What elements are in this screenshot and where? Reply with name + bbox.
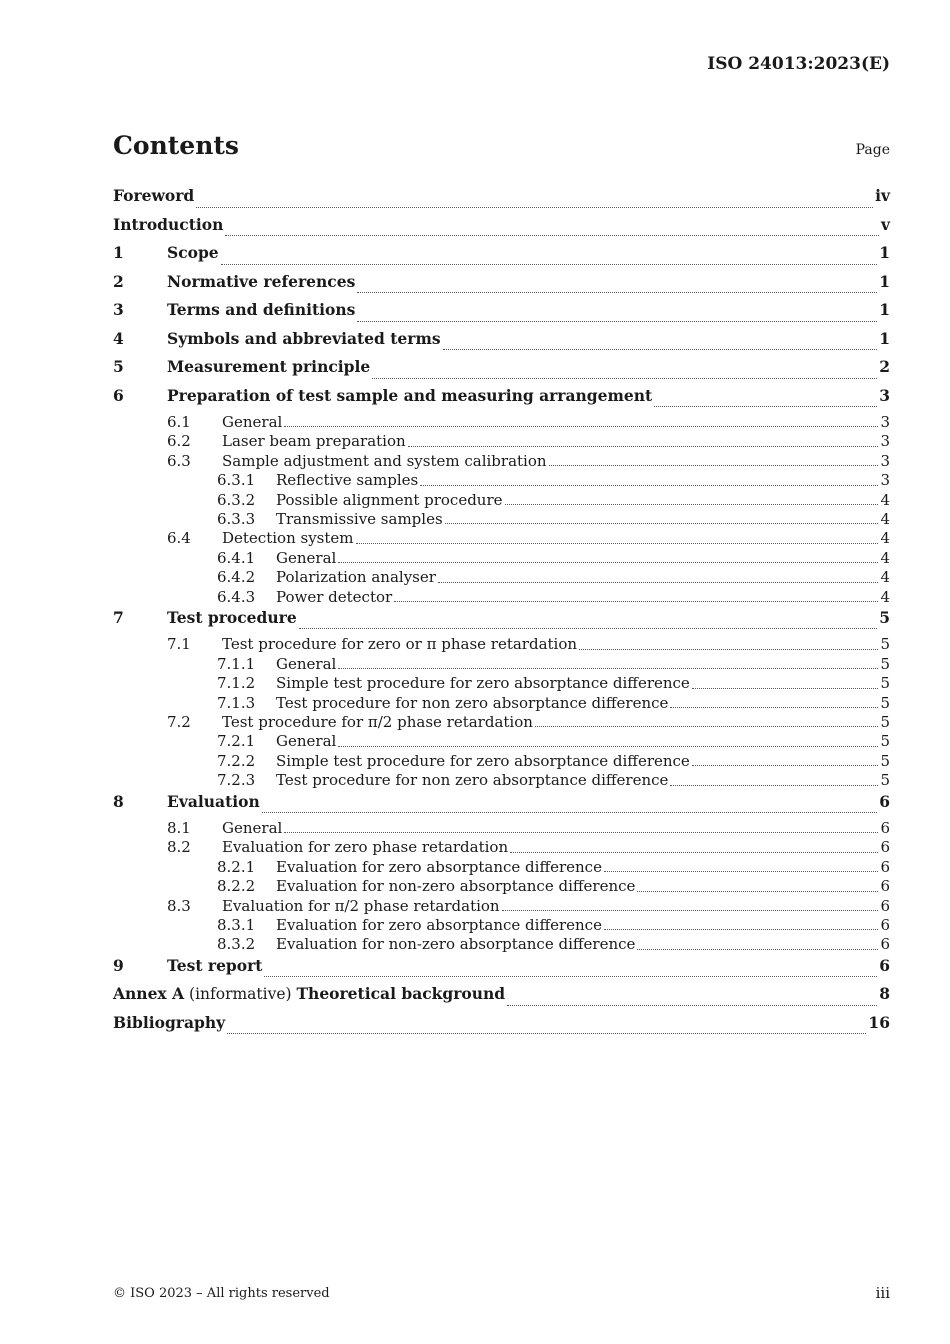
toc-entry[interactable] bbox=[113, 185, 890, 214]
toc-entry-number: 7.2.2 bbox=[217, 751, 256, 770]
toc-entry-page: 4 bbox=[880, 568, 890, 587]
toc-entry-page: 5 bbox=[879, 607, 890, 627]
contents-heading: Contents bbox=[113, 131, 240, 160]
toc-entry-page: 3 bbox=[880, 413, 890, 431]
toc-entry-page: 4 bbox=[880, 529, 890, 548]
toc-entry-title: Foreword bbox=[113, 186, 195, 205]
toc-entry[interactable] bbox=[113, 752, 890, 771]
toc-entry[interactable] bbox=[113, 771, 890, 790]
toc-entry[interactable] bbox=[113, 694, 890, 713]
toc-entry-title: General bbox=[276, 548, 337, 567]
toc-entry[interactable] bbox=[113, 529, 890, 548]
dot-leader bbox=[505, 504, 879, 505]
toc-entry-number: 4 bbox=[113, 328, 124, 348]
toc-entry-number: 6.4 bbox=[167, 529, 191, 548]
toc-entry-number: 7 bbox=[113, 607, 124, 627]
toc-entry[interactable] bbox=[113, 471, 890, 490]
toc-entry-number: 2 bbox=[113, 271, 124, 291]
toc-entry-page: 6 bbox=[880, 877, 890, 896]
toc-entry-page: iv bbox=[875, 186, 890, 205]
annex-informative: (informative) bbox=[184, 985, 297, 1004]
toc-entry-page: 4 bbox=[880, 490, 890, 509]
toc-entry[interactable] bbox=[113, 838, 890, 857]
toc-entry-number: 8.2.2 bbox=[217, 877, 256, 896]
toc-entry-page: 6 bbox=[879, 791, 890, 811]
toc-entry-title: Normative references bbox=[167, 271, 356, 291]
dot-leader bbox=[502, 910, 879, 911]
toc-entry[interactable] bbox=[113, 713, 890, 732]
toc-entry-title: Laser beam preparation bbox=[222, 432, 406, 451]
toc-entry-page: 6 bbox=[880, 857, 890, 876]
toc-entry-page: 5 bbox=[880, 732, 890, 751]
toc-entry-number: 3 bbox=[113, 300, 124, 319]
toc-entry[interactable] bbox=[113, 328, 890, 357]
toc-entry-page: 3 bbox=[880, 471, 890, 490]
dot-leader bbox=[579, 649, 878, 650]
toc-entry-number: 6.4.2 bbox=[217, 568, 256, 587]
toc-entry[interactable] bbox=[113, 385, 890, 414]
dot-leader bbox=[670, 707, 878, 708]
dot-leader bbox=[372, 378, 877, 379]
toc-entry[interactable] bbox=[113, 916, 890, 935]
dot-leader bbox=[438, 582, 879, 583]
toc-entry[interactable] bbox=[113, 242, 890, 271]
toc-entry-title: Test procedure for non zero absorptance difference bbox=[276, 771, 669, 790]
toc-entry[interactable] bbox=[113, 356, 890, 385]
toc-entry-number: 7.1.1 bbox=[217, 654, 256, 673]
toc-entry-title: Evaluation for non-zero absorptance difference bbox=[276, 877, 636, 896]
toc-entry-title: Terms and definitions bbox=[167, 300, 356, 319]
toc-entry-title: General bbox=[276, 732, 337, 751]
toc-entry-page: 1 bbox=[879, 271, 890, 291]
dot-leader bbox=[284, 832, 878, 833]
toc-entry[interactable] bbox=[113, 452, 890, 471]
toc-entry-number: 7.1 bbox=[167, 635, 191, 654]
toc-entry-page: 16 bbox=[868, 1012, 890, 1032]
dot-leader bbox=[338, 562, 878, 563]
toc-entry-title: Polarization analyser bbox=[276, 568, 436, 587]
toc-entry[interactable] bbox=[113, 214, 890, 243]
dot-leader bbox=[692, 765, 879, 766]
toc-entry-page: 1 bbox=[879, 243, 890, 262]
toc-entry-page: 3 bbox=[880, 451, 890, 470]
toc-entry-page: 3 bbox=[880, 432, 890, 451]
dot-leader bbox=[692, 688, 879, 689]
toc-entry-number: 7.2 bbox=[167, 712, 191, 731]
dot-leader bbox=[357, 321, 877, 322]
toc-entry-title: Evaluation for zero absorptance difference bbox=[276, 915, 602, 934]
dot-leader bbox=[196, 207, 873, 208]
toc-entry-page: 4 bbox=[880, 548, 890, 567]
toc-entry-page: 4 bbox=[880, 509, 890, 528]
annex-title: Theoretical background bbox=[296, 984, 506, 1004]
toc-entry[interactable] bbox=[113, 877, 890, 896]
toc-entry-title: Reflective samples bbox=[276, 471, 419, 490]
toc-entry[interactable] bbox=[113, 819, 890, 838]
toc-entry-title: Test procedure for π/2 phase retardation bbox=[222, 712, 533, 731]
toc-entry-title: Scope bbox=[167, 243, 219, 262]
toc-entry-page: 1 bbox=[879, 328, 890, 348]
toc-entry-page: 6 bbox=[880, 935, 890, 954]
toc-entry-title: General bbox=[222, 413, 283, 431]
toc-entry-title: Measurement principle bbox=[167, 357, 371, 376]
toc-entry-page: 4 bbox=[880, 587, 890, 606]
toc-entry-title: Simple test procedure for zero absorptance difference bbox=[276, 751, 690, 770]
table-of-contents bbox=[113, 185, 890, 1040]
toc-entry-number: 1 bbox=[113, 243, 124, 262]
toc-entry-number: 7.1.2 bbox=[217, 674, 256, 693]
dot-leader bbox=[264, 976, 877, 977]
toc-entry-number: 8.2.1 bbox=[217, 857, 256, 876]
toc-entry-page: v bbox=[880, 214, 890, 234]
toc-entry[interactable] bbox=[113, 491, 890, 510]
document-id: ISO 24013:2023(E) bbox=[707, 54, 890, 74]
toc-entry[interactable] bbox=[113, 655, 890, 674]
annex-label: Annex A bbox=[113, 984, 185, 1004]
toc-entry-title: Test procedure for zero or π phase retardation bbox=[222, 635, 578, 654]
toc-entry-title: Evaluation bbox=[167, 791, 260, 811]
toc-entry[interactable] bbox=[113, 568, 890, 587]
toc-entry[interactable] bbox=[113, 299, 890, 328]
toc-entry-page: 6 bbox=[880, 838, 890, 857]
toc-entry[interactable] bbox=[113, 549, 890, 568]
dot-leader bbox=[604, 871, 878, 872]
toc-entry[interactable] bbox=[113, 607, 890, 636]
toc-entry-title: Evaluation for π/2 phase retardation bbox=[222, 896, 500, 915]
toc-entry-title: Test report bbox=[167, 955, 263, 975]
toc-entry-title: Possible alignment procedure bbox=[276, 490, 503, 509]
dot-leader bbox=[549, 465, 879, 466]
dot-leader bbox=[604, 929, 878, 930]
page-column-label: Page bbox=[855, 142, 890, 158]
toc-entry-title: Test procedure bbox=[167, 607, 297, 627]
toc-entry-number: 6 bbox=[113, 385, 124, 405]
toc-entry-number: 6.3.2 bbox=[217, 490, 256, 509]
toc-entry-number: 6.4.1 bbox=[217, 548, 256, 567]
toc-entry-page: 6 bbox=[880, 819, 890, 838]
dot-leader bbox=[443, 349, 878, 350]
toc-entry[interactable] bbox=[113, 674, 890, 693]
toc-entry[interactable] bbox=[113, 955, 890, 984]
toc-entry[interactable] bbox=[113, 432, 890, 451]
dot-leader bbox=[357, 292, 877, 293]
toc-entry-number: 7.2.1 bbox=[217, 732, 256, 751]
dot-leader bbox=[356, 543, 879, 544]
toc-entry[interactable] bbox=[113, 791, 890, 820]
dot-leader bbox=[221, 264, 878, 265]
dot-leader bbox=[445, 523, 879, 524]
dot-leader bbox=[227, 1033, 866, 1034]
toc-entry-number: 6.3.1 bbox=[217, 471, 256, 490]
toc-entry-number: 8.1 bbox=[167, 819, 191, 838]
toc-entry-number: 8.3 bbox=[167, 896, 191, 915]
toc-entry-page: 5 bbox=[880, 712, 890, 731]
toc-entry-page: 6 bbox=[879, 955, 890, 975]
toc-entry-page: 5 bbox=[880, 654, 890, 673]
toc-entry-page: 6 bbox=[880, 896, 890, 915]
toc-entry[interactable] bbox=[113, 510, 890, 529]
toc-entry-title: Symbols and abbreviated terms bbox=[167, 328, 441, 348]
dot-leader bbox=[338, 746, 878, 747]
toc-entry[interactable] bbox=[113, 983, 890, 1012]
toc-entry[interactable] bbox=[113, 588, 890, 607]
dot-leader bbox=[299, 628, 878, 629]
toc-entry[interactable] bbox=[113, 271, 890, 300]
toc-entry-number: 7.2.3 bbox=[217, 771, 256, 790]
dot-leader bbox=[637, 949, 878, 950]
toc-entry-title: Simple test procedure for zero absorptance difference bbox=[276, 674, 690, 693]
toc-entry-page: 5 bbox=[880, 693, 890, 712]
toc-entry-page: 5 bbox=[880, 674, 890, 693]
toc-entry-page: 5 bbox=[880, 771, 890, 790]
dot-leader bbox=[338, 668, 878, 669]
toc-entry-title: Evaluation for zero absorptance difference bbox=[276, 857, 602, 876]
dot-leader bbox=[535, 726, 879, 727]
toc-entry-page: 5 bbox=[880, 635, 890, 654]
dot-leader bbox=[654, 406, 877, 407]
toc-entry-title: Test procedure for non zero absorptance difference bbox=[276, 693, 669, 712]
dot-leader bbox=[284, 426, 878, 427]
footer-page-number: iii bbox=[875, 1284, 890, 1302]
toc-entry-number: 6.3 bbox=[167, 451, 191, 470]
toc-entry-title: General bbox=[222, 819, 283, 838]
toc-entry-number: 6.4.3 bbox=[217, 587, 256, 606]
dot-leader bbox=[420, 485, 878, 486]
toc-entry-title: Evaluation for zero phase retardation bbox=[222, 838, 509, 857]
toc-entry-title: Detection system bbox=[222, 529, 354, 548]
toc-entry-title: Transmissive samples bbox=[276, 509, 443, 528]
toc-entry-page: 8 bbox=[879, 984, 890, 1004]
toc-entry-number: 5 bbox=[113, 357, 124, 376]
toc-entry-page: 5 bbox=[880, 751, 890, 770]
toc-entry-page: 2 bbox=[879, 357, 890, 376]
dot-leader bbox=[408, 446, 879, 447]
toc-entry-number: 8 bbox=[113, 791, 124, 811]
toc-entry-title: Introduction bbox=[113, 214, 224, 234]
toc-entry-number: 8.2 bbox=[167, 838, 191, 857]
toc-entry-number: 8.3.1 bbox=[217, 915, 256, 934]
toc-entry-title: Evaluation for non-zero absorptance difference bbox=[276, 935, 636, 954]
toc-entry-number: 8.3.2 bbox=[217, 935, 256, 954]
dot-leader bbox=[510, 852, 878, 853]
toc-entry[interactable] bbox=[113, 1012, 890, 1041]
dot-leader bbox=[507, 1005, 877, 1006]
toc-entry[interactable] bbox=[113, 897, 890, 916]
toc-entry[interactable] bbox=[113, 635, 890, 654]
dot-leader bbox=[225, 235, 879, 236]
dot-leader bbox=[394, 601, 878, 602]
footer-copyright: © ISO 2023 – All rights reserved bbox=[113, 1286, 330, 1301]
toc-entry-title: Sample adjustment and system calibration bbox=[222, 451, 547, 470]
dot-leader bbox=[670, 785, 878, 786]
toc-entry-number: 9 bbox=[113, 955, 124, 975]
toc-entry[interactable] bbox=[113, 858, 890, 877]
toc-entry-title: Bibliography bbox=[113, 1012, 226, 1032]
dot-leader bbox=[637, 891, 878, 892]
toc-entry-page: 6 bbox=[880, 915, 890, 934]
toc-entry[interactable] bbox=[113, 935, 890, 954]
toc-entry-number: 6.1 bbox=[167, 413, 191, 431]
toc-entry-number: 6.3.3 bbox=[217, 509, 256, 528]
toc-entry-title: General bbox=[276, 654, 337, 673]
toc-entry-page: 3 bbox=[879, 385, 890, 405]
toc-entry[interactable] bbox=[113, 732, 890, 751]
toc-entry-title bbox=[113, 983, 505, 1005]
toc-entry-title: Power detector bbox=[276, 587, 393, 606]
dot-leader bbox=[262, 812, 877, 813]
toc-entry-title: Preparation of test sample and measuring arrangement bbox=[167, 385, 653, 405]
toc-entry-number: 7.1.3 bbox=[217, 693, 256, 712]
toc-entry[interactable] bbox=[113, 413, 890, 432]
toc-entry-number: 6.2 bbox=[167, 432, 191, 451]
toc-entry-page: 1 bbox=[879, 300, 890, 319]
